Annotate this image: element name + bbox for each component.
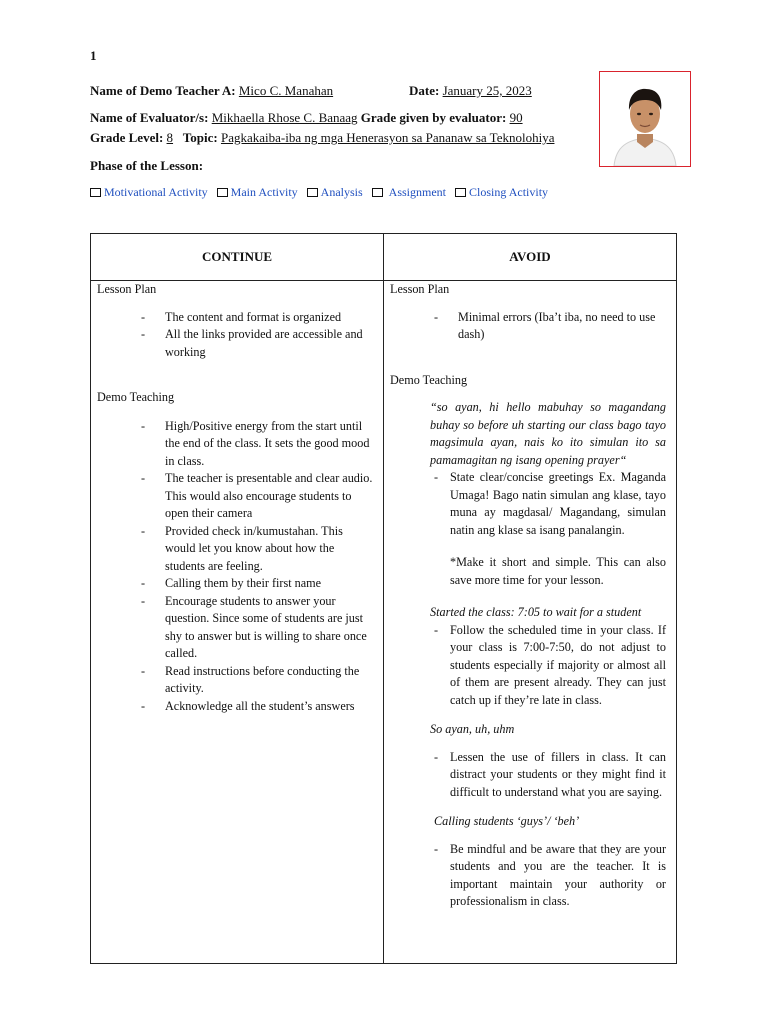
avoid-quote-fillers: So ayan, uh, uhm — [430, 722, 515, 736]
phase-label: Phase of the Lesson: — [90, 158, 204, 173]
list-item: - Minimal errors (Iba’t iba, no need to use dash) — [384, 309, 676, 344]
continue-column — [91, 281, 384, 964]
list-item: - Be mindful and be aware that they are your students and you are the teacher. It is important maintain your authority or professionalism in class. — [384, 841, 676, 911]
date-value: January 25, 2023 — [442, 83, 532, 98]
table-body-row — [91, 281, 677, 964]
phase-checklist — [90, 185, 554, 200]
grade-level-label: Grade Level: — [90, 130, 164, 145]
list-item: - All the links provided are accessible and working — [91, 326, 383, 361]
teacher-name: Mico C. Manahan — [238, 83, 334, 98]
avoid-time-list — [384, 622, 676, 710]
phase-label-text: Analysis — [320, 185, 363, 199]
avoid-column — [384, 281, 677, 964]
grade-topic-line — [90, 130, 554, 146]
continue-demo-list — [91, 418, 383, 716]
avoid-quote-start-time: Started the class: 7:05 to wait for a student — [430, 605, 642, 619]
checkbox-icon[interactable] — [90, 188, 101, 197]
checkbox-icon[interactable] — [455, 188, 466, 197]
phase-label-text: Assignment — [388, 185, 447, 199]
list-item: - The teacher is presentable and clear audio. This would also encourage students to open their camera — [91, 470, 383, 523]
phase-label-text: Motivational Activity — [104, 185, 208, 199]
avoid-fillers-list — [384, 749, 676, 802]
evaluation-table — [90, 233, 677, 964]
avoid-greeting-list — [384, 469, 676, 539]
evaluator-name: Mikhaella Rhose C. Banaag — [211, 110, 358, 125]
phase-analysis[interactable] — [307, 185, 363, 199]
avoid-header: AVOID — [384, 234, 677, 281]
evaluator-line — [90, 110, 523, 126]
phase-motivational[interactable] — [90, 185, 208, 199]
list-item: - Follow the scheduled time in your class. If your class is 7:00-7:50, do not adjust to students especially if majority or almost all of them are present already. They can just catch up if they’re late in class. — [384, 622, 676, 710]
topic-label: Topic: — [182, 130, 218, 145]
list-item: - Acknowledge all the student’s answers — [91, 698, 383, 716]
list-item: - Encourage students to answer your question. Since some of students are just shy to answer but is willing to share once called. — [91, 593, 383, 663]
phase-assignment[interactable] — [372, 185, 446, 199]
list-item: - Lessen the use of fillers in class. It can distract your students or they might find it difficult to understand what you are saying. — [384, 749, 676, 802]
avoid-names-list — [384, 841, 676, 911]
avoid-demo-heading: Demo Teaching — [390, 372, 468, 387]
table-header-row — [91, 234, 677, 281]
avoid-lesson-plan-heading: Lesson Plan — [390, 282, 450, 296]
teacher-label: Name of Demo Teacher A: — [90, 83, 236, 98]
list-item: - Provided check in/kumustahan. This would let you know about how the students are feeling. — [91, 523, 383, 576]
evaluator-label: Name of Evaluator/s: — [90, 110, 209, 125]
checkbox-icon[interactable] — [372, 188, 383, 197]
page-number: 1 — [90, 48, 97, 63]
avoid-quote-greeting: “so ayan, hi hello mabuhay so magandang buhay so before uh starting our class bago tayo magsimula ayan, nais ko ito simulan ito sa pamamagitan ng isang opening prayer“ — [430, 400, 666, 467]
continue-lesson-plan-list — [91, 309, 383, 362]
list-item: - State clear/concise greetings Ex. Maganda Umaga! Bago natin simulan ang klase, tayo muna ay magdasal/ Magandang, simulan natin ang klase sa isang panalangin. — [384, 469, 676, 539]
grade-given-value: 90 — [509, 110, 523, 125]
phase-heading — [90, 158, 203, 174]
phase-closing[interactable] — [455, 185, 548, 199]
list-item: - The content and format is organized — [91, 309, 383, 327]
topic-value: Pagkakaiba-iba ng mga Henerasyon sa Pananaw sa Teknolohiya — [220, 130, 555, 145]
continue-demo-heading: Demo Teaching — [97, 390, 175, 404]
avoid-lesson-plan-list — [384, 309, 676, 344]
date-label: Date: — [409, 83, 440, 98]
checkbox-icon[interactable] — [307, 188, 318, 197]
phase-label-text: Main Activity — [230, 185, 298, 199]
teacher-photo — [599, 71, 691, 167]
continue-header: CONTINUE — [91, 234, 384, 281]
avoid-greeting-note: *Make it short and simple. This can also save more time for your lesson. — [450, 555, 666, 587]
date-line — [409, 83, 532, 99]
avoid-quote-names: Calling students ‘guys’/ ‘beh’ — [434, 814, 580, 828]
continue-lesson-plan-heading: Lesson Plan — [97, 282, 157, 296]
list-item: - Calling them by their first name — [91, 575, 383, 593]
list-item: - Read instructions before conducting the activity. — [91, 663, 383, 698]
phase-label-text: Closing Activity — [469, 185, 549, 199]
checkbox-icon[interactable] — [217, 188, 228, 197]
grade-level-value: 8 — [166, 130, 174, 145]
grade-given-label: Grade given by evaluator: — [360, 110, 507, 125]
phase-main[interactable] — [217, 185, 298, 199]
teacher-photo-image — [600, 72, 690, 166]
list-item: - High/Positive energy from the start until the end of the class. It sets the good mood in class. — [91, 418, 383, 471]
teacher-line — [90, 83, 336, 99]
